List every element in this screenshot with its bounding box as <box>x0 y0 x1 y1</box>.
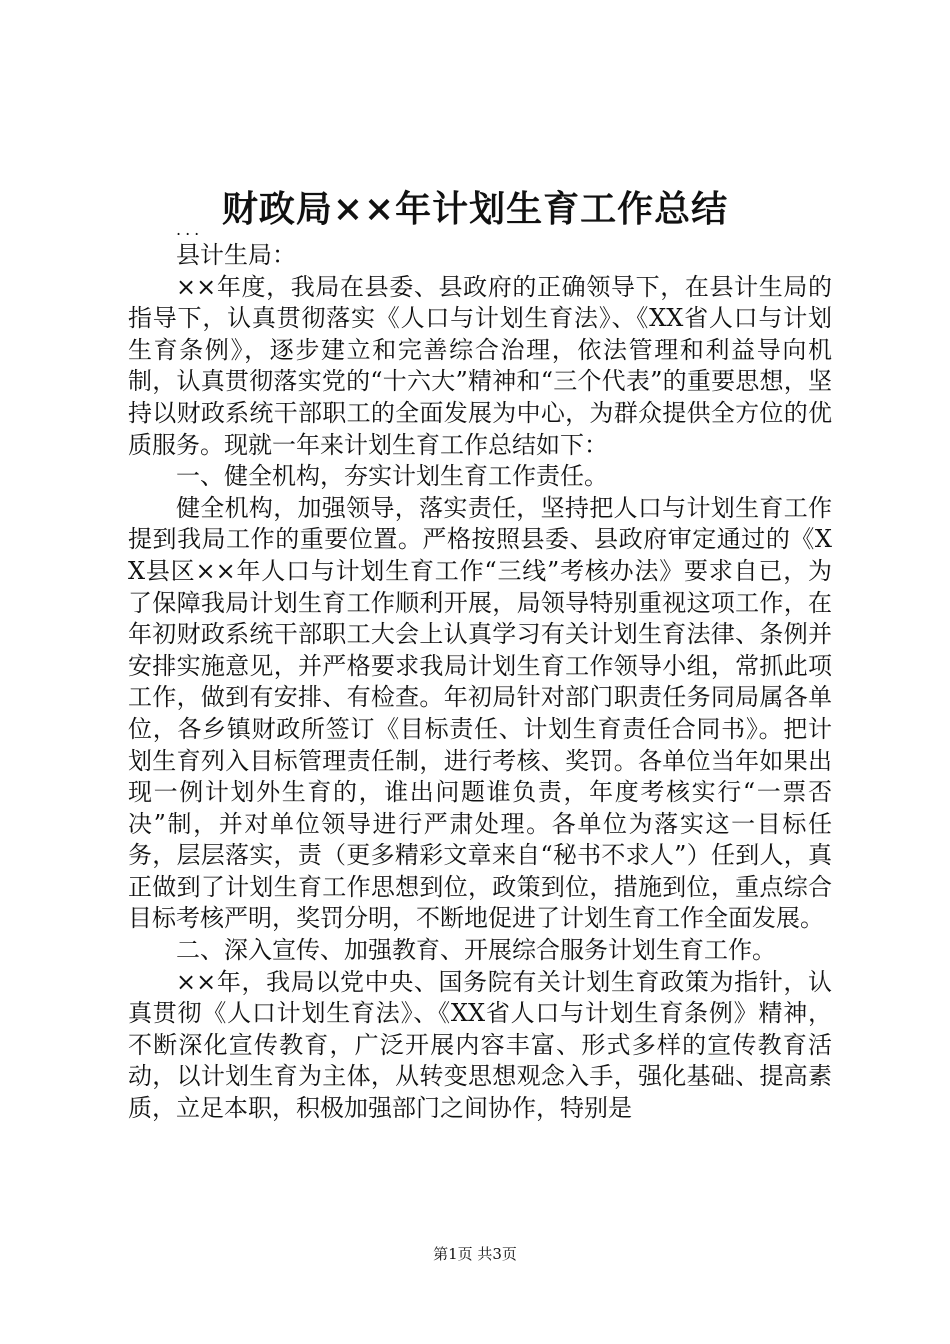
section-paragraph-2: ××年，我局以党中央、国务院有关计划生育政策为指针，认真贯彻《人口计划生育法》、《XX省人口与计划生育条例》精神，不断深化宣传教育，广泛开展内容丰富、形式多样的宣传教育活动，以计划生育为主体，从转变思想观念入手，强化基础、提高素质，立足本职，积极加强部门之间协作，特别是 <box>128 967 832 1123</box>
salutation: 县计生局： <box>176 241 296 269</box>
document-title: 财政局××年计划生育工作总结 <box>221 188 729 230</box>
section-heading-1: 一、健全机构，夯实计划生育工作责任。 <box>176 462 608 491</box>
ellipsis-mark: ... <box>176 220 204 239</box>
document-body <box>128 240 832 1125</box>
intro-paragraph: ××年度，我局在县委、县政府的正确领导下，在县计生局的指导下，认真贯彻落实《人口与计划生育法》、《XX省人口与计划生育条例》，逐步建立和完善综合治理，依法管理和利益导向机制，认真贯彻落实党的“十六大”精神和“三个代表”的重要思想，坚持以财政系统干部职工的全面发展为中心，为群众提供全方位的优质服务。现就一年来计划生育工作总结如下： <box>128 272 832 459</box>
section-paragraph-1: 健全机构，加强领导，落实责任，坚持把人口与计划生育工作提到我局工作的重要位置。严格按照县委、县政府审定通过的《XX县区××年人口与计划生育工作“三线”考核办法》要求自已，为了保障我局计划生育工作顺利开展，局领导特别重视这项工作，在年初财政系统干部职工大会上认真学习有关计划生育法律、条例并安排实施意见，并严格要求我局计划生育工作领导小组，常抓此项工作，做到有安排、有检查。年初局针对部门职责任务同局属各单位，各乡镇财政所签订《目标责任、计划生育责任合同书》。把计划生育列入目标管理责任制，进行考核、奖罚。各单位当年如果出现一例计划外生育的，谁出问题谁负责，年度考核实行“一票否决”制，并对单位领导进行严肃处理。各单位为落实这一目标任务，层层落实，责（更多精彩文章来自“秘书不求人”）任到人，真正做到了计划生育工作思想到位，政策到位，措施到位，重点综合目标考核严明，奖罚分明，不断地促进了计划生育工作全面发展。 <box>128 493 832 933</box>
page-number-footer: 第1页 共3页 <box>433 1245 517 1263</box>
section-heading-2: 二、深入宣传、加强教育、开展综合服务计划生育工作。 <box>176 936 776 965</box>
